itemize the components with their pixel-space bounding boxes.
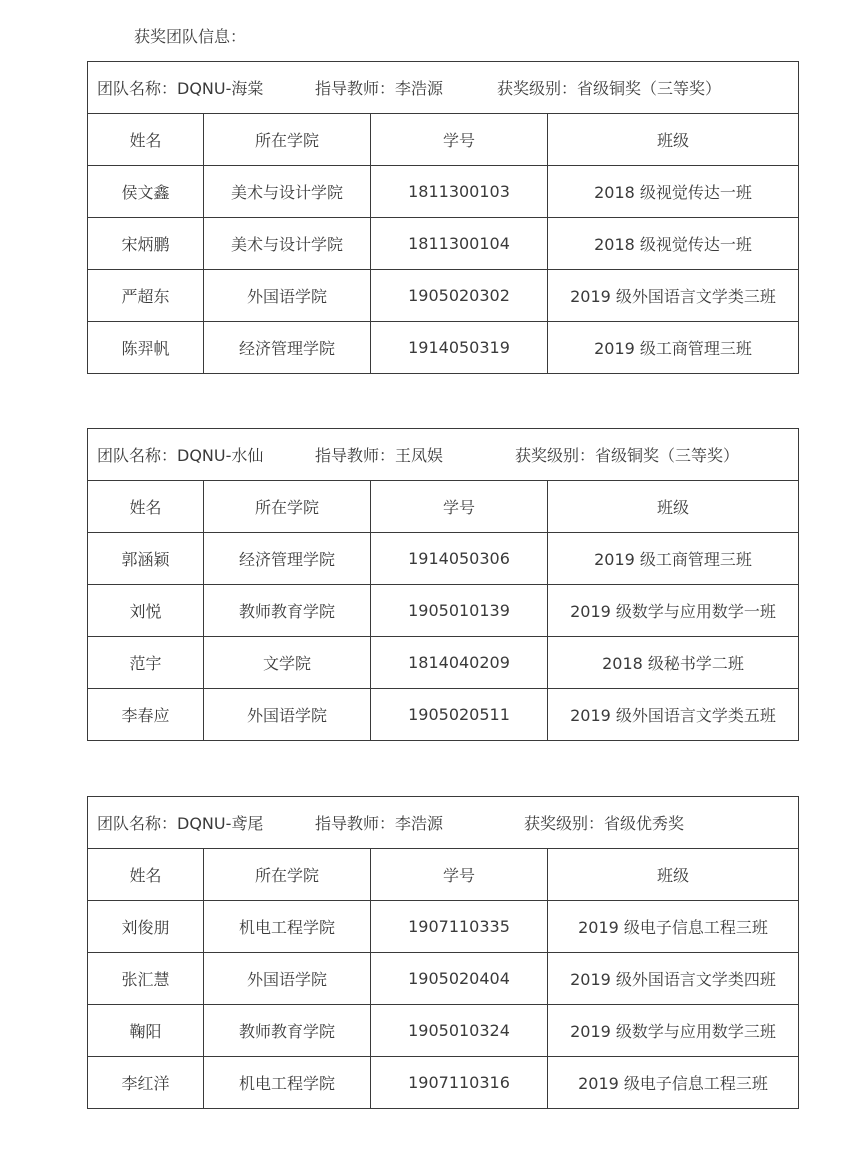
table-row	[88, 322, 799, 374]
column-header-class: 班级	[548, 849, 799, 901]
member-student-id: 1905020404	[371, 953, 548, 1005]
member-student-id: 1905010324	[371, 1005, 548, 1057]
member-name: 侯文鑫	[88, 166, 204, 218]
member-name: 李春应	[88, 689, 204, 741]
member-student-id: 1814040209	[371, 637, 548, 689]
team-name: 团队名称：DQNU-鸢尾	[97, 814, 264, 833]
team-table	[87, 428, 799, 741]
member-college: 教师教育学院	[204, 585, 371, 637]
member-name: 李红洋	[88, 1057, 204, 1109]
member-class: 2019 级数学与应用数学三班	[548, 1005, 799, 1057]
member-class: 2018 级视觉传达一班	[548, 218, 799, 270]
member-name: 郭涵颖	[88, 533, 204, 585]
column-header-student-id: 学号	[371, 849, 548, 901]
member-name: 宋炳鹏	[88, 218, 204, 270]
table-row	[88, 218, 799, 270]
member-student-id: 1914050306	[371, 533, 548, 585]
team-award: 获奖级别：省级铜奖（三等奖）	[515, 446, 740, 465]
member-name: 严超东	[88, 270, 204, 322]
member-college: 美术与设计学院	[204, 218, 371, 270]
table-row	[88, 166, 799, 218]
table-row	[88, 637, 799, 689]
member-student-id: 1905020302	[371, 270, 548, 322]
team-table	[87, 796, 799, 1109]
member-name: 鞠阳	[88, 1005, 204, 1057]
member-college: 经济管理学院	[204, 533, 371, 585]
member-class: 2018 级秘书学二班	[548, 637, 799, 689]
header-row	[88, 849, 799, 901]
member-class: 2019 级电子信息工程三班	[548, 901, 799, 953]
member-college: 经济管理学院	[204, 322, 371, 374]
member-class: 2019 级数学与应用数学一班	[548, 585, 799, 637]
team-info-cell	[88, 797, 799, 849]
member-college: 文学院	[204, 637, 371, 689]
member-class: 2019 级外国语言文学类三班	[548, 270, 799, 322]
member-class: 2019 级工商管理三班	[548, 322, 799, 374]
team-info-row	[88, 797, 799, 849]
header-row	[88, 114, 799, 166]
member-college: 教师教育学院	[204, 1005, 371, 1057]
team-award: 获奖级别：省级优秀奖	[524, 814, 685, 833]
column-header-class: 班级	[548, 114, 799, 166]
member-student-id: 1914050319	[371, 322, 548, 374]
member-student-id: 1811300103	[371, 166, 548, 218]
column-header-college: 所在学院	[204, 849, 371, 901]
member-student-id: 1811300104	[371, 218, 548, 270]
column-header-name: 姓名	[88, 481, 204, 533]
team-table	[87, 61, 799, 374]
member-name: 刘俊朋	[88, 901, 204, 953]
column-header-student-id: 学号	[371, 114, 548, 166]
table-row	[88, 1005, 799, 1057]
team-info-cell	[88, 429, 799, 481]
member-name: 刘悦	[88, 585, 204, 637]
member-student-id: 1905010139	[371, 585, 548, 637]
member-student-id: 1907110316	[371, 1057, 548, 1109]
table-row	[88, 270, 799, 322]
member-college: 美术与设计学院	[204, 166, 371, 218]
column-header-class: 班级	[548, 481, 799, 533]
table-row	[88, 533, 799, 585]
column-header-name: 姓名	[88, 849, 204, 901]
member-name: 张汇慧	[88, 953, 204, 1005]
table-row	[88, 901, 799, 953]
column-header-name: 姓名	[88, 114, 204, 166]
column-header-college: 所在学院	[204, 114, 371, 166]
column-header-college: 所在学院	[204, 481, 371, 533]
team-info-row	[88, 429, 799, 481]
team-info-cell	[88, 62, 799, 114]
member-student-id: 1907110335	[371, 901, 548, 953]
team-teacher: 指导教师：李浩源	[315, 79, 444, 98]
member-college: 机电工程学院	[204, 901, 371, 953]
table-row	[88, 953, 799, 1005]
table-row	[88, 689, 799, 741]
member-college: 机电工程学院	[204, 1057, 371, 1109]
table-row	[88, 1057, 799, 1109]
team-teacher: 指导教师：李浩源	[315, 814, 444, 833]
member-class: 2019 级外国语言文学类四班	[548, 953, 799, 1005]
page-title: 获奖团队信息：	[134, 27, 247, 46]
column-header-student-id: 学号	[371, 481, 548, 533]
team-teacher: 指导教师：王凤娱	[315, 446, 444, 465]
member-class: 2019 级工商管理三班	[548, 533, 799, 585]
member-class: 2018 级视觉传达一班	[548, 166, 799, 218]
team-name: 团队名称：DQNU-海棠	[97, 79, 264, 98]
member-college: 外国语学院	[204, 270, 371, 322]
member-student-id: 1905020511	[371, 689, 548, 741]
team-info-row	[88, 62, 799, 114]
member-class: 2019 级外国语言文学类五班	[548, 689, 799, 741]
table-row	[88, 585, 799, 637]
member-class: 2019 级电子信息工程三班	[548, 1057, 799, 1109]
member-college: 外国语学院	[204, 689, 371, 741]
member-college: 外国语学院	[204, 953, 371, 1005]
member-name: 范宇	[88, 637, 204, 689]
member-name: 陈羿帆	[88, 322, 204, 374]
team-name: 团队名称：DQNU-水仙	[97, 446, 264, 465]
header-row	[88, 481, 799, 533]
team-award: 获奖级别：省级铜奖（三等奖）	[497, 79, 722, 98]
